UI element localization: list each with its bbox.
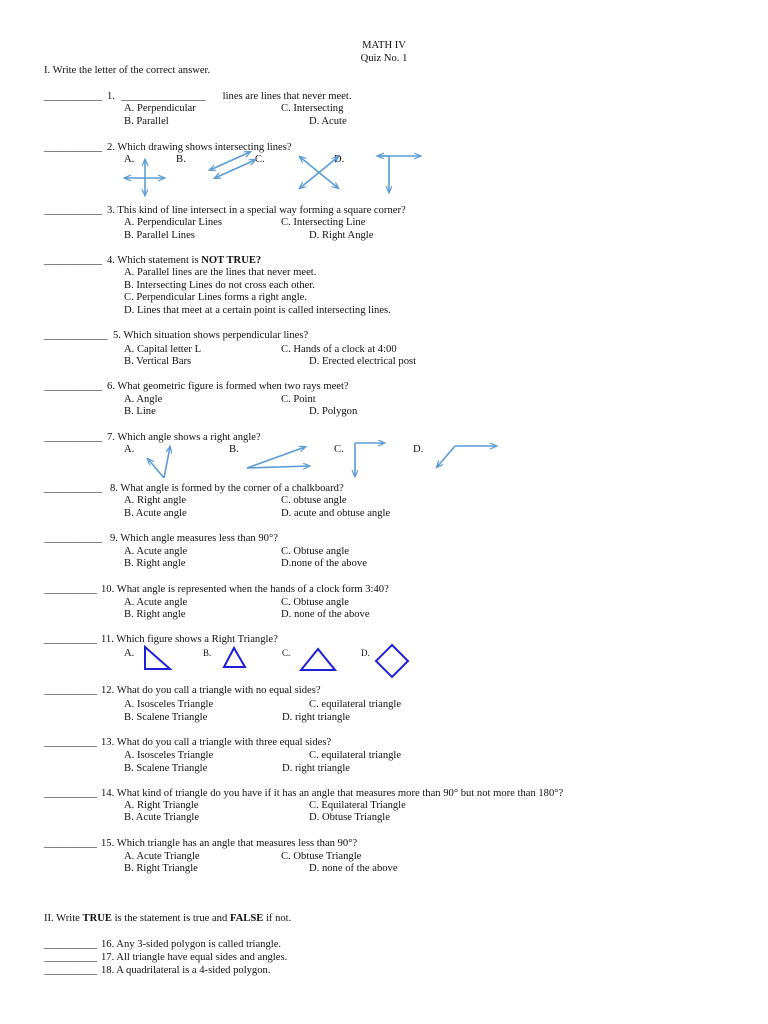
q9-option-d: D.none of the above (281, 558, 367, 569)
q2-option-d: D. (334, 154, 345, 165)
answer-blank-11[interactable]: __________ (44, 634, 97, 645)
answer-blank-13[interactable]: __________ (44, 737, 97, 748)
answer-blank-3[interactable]: ___________ (44, 205, 103, 216)
q14-option-a: A. Right Triangle (124, 800, 199, 811)
q2-figure-d-corner-arrows (377, 156, 420, 192)
q9-stem: 9. Which angle measures less than 90°? (110, 533, 278, 544)
answer-blank-18[interactable]: __________ (44, 965, 97, 976)
q7-figure-a-acute-angle (148, 447, 170, 478)
q1-number: 1. (107, 91, 115, 102)
q11-stem: 11. Which figure shows a Right Triangle? (101, 634, 278, 645)
q13-option-b: B. Scalene Triangle (124, 763, 208, 774)
q11-option-b: B. (203, 648, 212, 658)
q5-option-b: B. Vertical Bars (124, 356, 192, 367)
q15-option-a: A. Acute Triangle (124, 851, 200, 862)
q1-option-b: B. Parallel (124, 116, 169, 127)
q14-option-b: B. Acute Triangle (124, 812, 200, 823)
q7-option-c: C. (334, 444, 344, 455)
answer-blank-10[interactable]: __________ (44, 584, 97, 595)
q3-stem: 3. This kind of line intersect in a special way forming a square corner? (107, 205, 406, 216)
tf-item-16: 16. Any 3-sided polygon is called triangle. (101, 939, 282, 950)
answer-blank-9[interactable]: ___________ (44, 533, 103, 544)
q8-option-c: C. obtuse angle (281, 495, 347, 506)
q2-option-b: B. (176, 154, 186, 165)
q4-option-c: C. Perpendicular Lines forms a right angle. (124, 292, 307, 303)
q13-stem: 13. What do you call a triangle with three equal sides? (101, 737, 332, 748)
q2-figure-a-cross-arrows (125, 160, 164, 195)
q12-option-c: C. equilateral triangle (309, 699, 402, 710)
q4-stem: 4. Which statement is NOT TRUE? (107, 255, 262, 266)
q7-figure-d-obtuse-angle (437, 446, 496, 467)
false-keyword: FALSE (229, 913, 264, 924)
q12-option-d: D. right triangle (282, 712, 350, 723)
q15-option-c: C. Obtuse Triangle (281, 851, 362, 862)
q9-option-c: C. Obtuse angle (281, 546, 349, 557)
q2-option-c: C. (255, 154, 265, 165)
q7-option-a: A. (124, 444, 135, 455)
q6-option-a: A. Angle (124, 394, 163, 405)
q1-option-d: D. Acute (309, 116, 347, 127)
q12-stem: 12. What do you call a triangle with no equal sides? (101, 685, 321, 696)
answer-blank-6[interactable]: ___________ (44, 381, 103, 392)
answer-blank-5[interactable]: ____________ (44, 330, 108, 341)
q10-option-b: B. Right angle (124, 609, 186, 620)
q5-option-d: D. Erected electrical post (309, 356, 417, 367)
q6-option-c: C. Point (281, 394, 316, 405)
q7-figure-c-right-angle (355, 443, 384, 476)
q4-option-a: A. Parallel lines are the lines that never meet. (124, 267, 317, 278)
q7-figures (0, 430, 768, 490)
q3-option-b: B. Parallel Lines (124, 230, 195, 241)
tf-item-17: 17. All triangle have equal sides and angles. (101, 952, 288, 963)
q3-option-a: A. Perpendicular Lines (124, 217, 222, 228)
q8-option-a: A. Right angle (124, 495, 187, 506)
q2-stem: 2. Which drawing shows intersecting lines? (107, 142, 292, 153)
q2-option-a: A. (124, 154, 135, 165)
q10-stem: 10. What angle is represented when the hands of a clock form 3:40? (101, 584, 389, 595)
q7-figure-b-narrow-angle (247, 447, 309, 468)
quiz-number: Quiz No. 1 (360, 53, 408, 64)
tf-item-18: 18. A quadrilateral is a 4-sided polygon. (101, 965, 271, 976)
answer-blank-1[interactable]: ___________ (44, 91, 103, 102)
q15-option-d: D. none of the above (309, 863, 398, 874)
q5-option-a: A. Capital letter L (124, 344, 202, 355)
q6-option-d: D. Polygon (309, 406, 358, 417)
q4-option-b: B. Intersecting Lines do not cross each other. (124, 280, 315, 291)
q9-option-b: B. Right angle (124, 558, 186, 569)
answer-blank-2[interactable]: ___________ (44, 142, 103, 153)
q12-option-a: A. Isosceles Triangle (124, 699, 214, 710)
part1-instruction: I. Write the letter of the correct answer. (44, 65, 211, 76)
q10-option-a: A. Acute angle (124, 597, 188, 608)
q10-option-d: D. none of the above (281, 609, 370, 620)
q7-stem: 7. Which angle shows a right angle? (107, 432, 261, 443)
q11-figure-b-isosceles-triangle (224, 648, 245, 667)
q4-stem-emphasis: NOT TRUE? (201, 255, 262, 266)
q3-option-d: D. Right Angle (309, 230, 374, 241)
q6-stem: 6. What geometric figure is formed when two rays meet? (107, 381, 349, 392)
q9-option-a: A. Acute angle (124, 546, 188, 557)
q11-option-a: A. (124, 648, 135, 659)
answer-blank-12[interactable]: __________ (44, 685, 97, 696)
q7-option-d: D. (413, 444, 424, 455)
answer-blank-16[interactable]: __________ (44, 939, 97, 950)
q11-figures (0, 640, 768, 690)
q14-option-d: D. Obtuse Triangle (309, 812, 390, 823)
q11-option-c: C. (282, 648, 291, 658)
q12-option-b: B. Scalene Triangle (124, 712, 208, 723)
q1-stem: lines are lines that never meet. (220, 91, 352, 102)
q13-option-d: D. right triangle (282, 763, 350, 774)
true-keyword: TRUE (82, 913, 112, 924)
q4-option-d: D. Lines that meet at a certain point is called intersecting lines. (124, 305, 391, 316)
answer-blank-15[interactable]: __________ (44, 838, 97, 849)
q14-stem: 14. What kind of triangle do you have if it has an angle that measures more than 90° but not more than 180°? (101, 788, 564, 799)
answer-blank-7[interactable]: ___________ (44, 432, 103, 443)
q11-figure-d-diamond (376, 645, 408, 677)
q8-option-b: B. Acute angle (124, 508, 187, 519)
answer-blank-4[interactable]: ___________ (44, 255, 103, 266)
answer-blank-17[interactable]: __________ (44, 952, 97, 963)
q15-option-b: B. Right Triangle (124, 863, 198, 874)
q1-option-a: A. Perpendicular (124, 103, 196, 114)
part2-instruction: II. Write TRUE is the statement is true and FALSE if not. (44, 913, 292, 924)
answer-blank-14[interactable]: __________ (44, 788, 97, 799)
answer-blank-8[interactable]: ___________ (44, 483, 103, 494)
q15-stem: 15. Which triangle has an angle that measures less than 90°? (101, 838, 358, 849)
q13-option-c: C. equilateral triangle (309, 750, 402, 761)
q1-stem-blank: ________________ (121, 91, 206, 102)
q8-option-d: D. acute and obtuse angle (281, 508, 391, 519)
quiz-title: MATH IV (362, 40, 406, 51)
q13-option-a: A. Isosceles Triangle (124, 750, 214, 761)
q11-figure-c-equilateral-triangle (301, 649, 335, 670)
q6-option-b: B. Line (124, 406, 156, 417)
q11-figure-a-right-triangle (145, 647, 170, 669)
q2-figure-c-x-arrows (300, 157, 338, 188)
q3-option-c: C. Intersecting Line (281, 217, 366, 228)
q2-figure-b-parallel-arrows (210, 152, 255, 178)
q7-option-b: B. (229, 444, 239, 455)
q8-stem: 8. What angle is formed by the corner of a chalkboard? (110, 483, 344, 494)
q5-stem: 5. Which situation shows perpendicular lines? (113, 330, 309, 341)
q11-option-d: D. (361, 648, 370, 658)
q5-option-c: C. Hands of a clock at 4:00 (281, 344, 397, 355)
q10-option-c: C. Obtuse angle (281, 597, 349, 608)
q14-option-c: C. Equilateral Triangle (309, 800, 406, 811)
q1-option-c: C. Intersecting (281, 103, 344, 114)
